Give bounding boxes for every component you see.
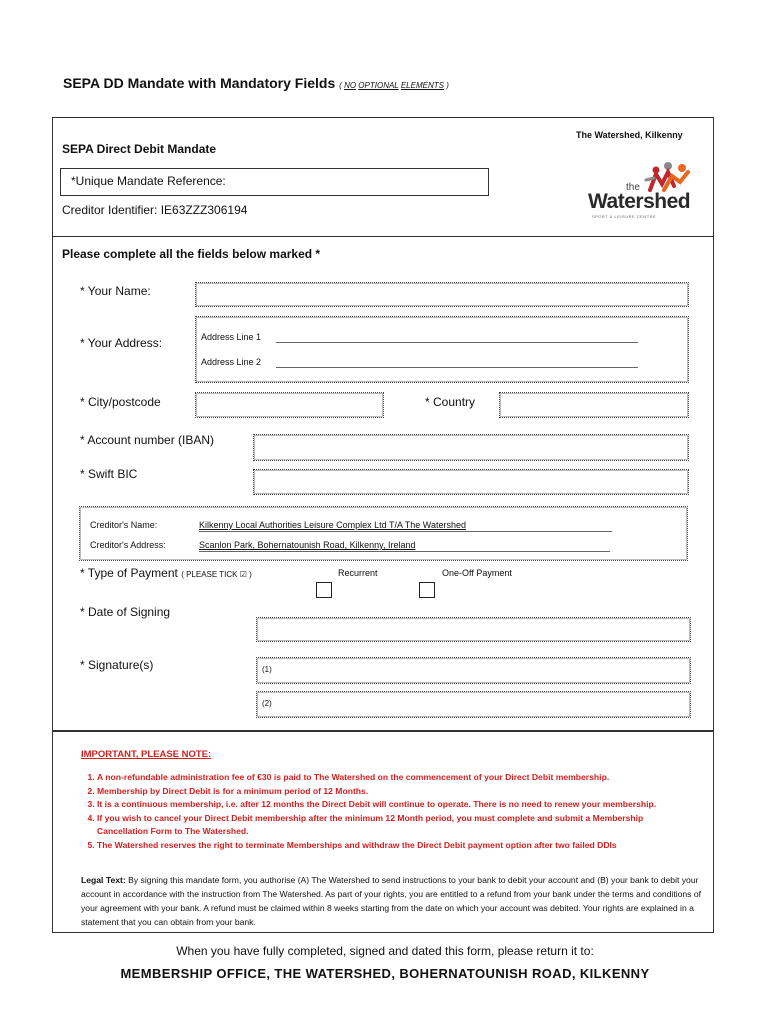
- watershed-logo: [588, 160, 698, 220]
- country-label: * Country: [425, 395, 476, 409]
- logo-small-text: the: [626, 182, 640, 193]
- mandate-heading: SEPA Direct Debit Mandate: [62, 142, 217, 156]
- payment-type-label: * Type of Payment: [80, 566, 178, 580]
- logo-tagline: SPORT & LEISURE CENTRE: [592, 214, 657, 219]
- your-name-input[interactable]: [195, 282, 689, 307]
- please-tick-label: ( PLEASE TICK ☑ ): [181, 570, 252, 579]
- city-label: * City/postcode: [80, 395, 161, 409]
- address-line2-input[interactable]: [276, 356, 638, 368]
- your-address-label: * Your Address:: [80, 336, 163, 350]
- note-item: 3. It is a continuous membership, i.e. after 12 months the Direct Debit will continue to operate. There is no need to renew your membership.: [97, 798, 694, 812]
- return-address: MEMBERSHIP OFFICE, THE WATERSHED, BOHERNATOUNISH ROAD, KILKENNY: [120, 966, 650, 981]
- signature-label: * Signature(s): [80, 658, 154, 672]
- address-line1-label: Address Line 1: [201, 332, 262, 342]
- recurrent-checkbox[interactable]: [316, 582, 332, 598]
- paren-close: ): [446, 81, 449, 90]
- optional-word: OPTIONAL: [358, 81, 399, 90]
- important-heading: IMPORTANT, PLEASE NOTE:: [81, 749, 212, 760]
- title-subtitle: [339, 81, 449, 90]
- sig1-label: (1): [262, 665, 272, 674]
- logo-word: Watershed: [588, 190, 691, 213]
- creditor-address-value: Scanlon Park, Bohernatounish Road, Kilkenny, Ireland: [199, 540, 610, 552]
- form-instruction: Please complete all the fields below marked *: [62, 247, 321, 261]
- city-input[interactable]: [195, 392, 384, 418]
- one-off-label: One-Off Payment: [442, 568, 512, 578]
- no-word: NO: [344, 81, 357, 90]
- paren-open: (: [339, 81, 342, 90]
- notes-box: [52, 731, 714, 933]
- your-name-label: * Your Name:: [80, 284, 151, 298]
- note-item: 4. If you wish to cancel your Direct Debit membership after the minimum 12 Month period, you must complete and submit a Membership Cancellation Form to The Watershed.: [97, 812, 694, 839]
- country-input[interactable]: [499, 392, 689, 418]
- title-main: SEPA DD Mandate with Mandatory Fields: [63, 75, 336, 91]
- unique-ref-field[interactable]: [60, 168, 489, 196]
- creditor-address-label: Creditor's Address:: [90, 540, 166, 550]
- notes-list: [79, 771, 694, 852]
- one-off-checkbox[interactable]: [419, 582, 435, 598]
- address-line2-label: Address Line 2: [201, 357, 262, 367]
- creditor-identifier: Creditor Identifier: IE63ZZZ306194: [62, 203, 248, 217]
- bic-input[interactable]: [253, 469, 689, 495]
- bic-label: * Swift BIC: [80, 467, 138, 481]
- note-item: 1. A non-refundable administration fee of €30 is paid to The Watershed on the commencement of your Direct Debit membership.: [97, 771, 694, 785]
- signature2-input[interactable]: [256, 691, 691, 718]
- return-instruction: When you have fully completed, signed and dated this form, please return it to:: [176, 944, 594, 958]
- iban-input[interactable]: [253, 434, 689, 461]
- header-divider: [52, 236, 714, 237]
- elements-word: ELEMENTS: [400, 81, 444, 90]
- legal-label: Legal Text:: [81, 875, 126, 885]
- note-item: 5. The Watershed reserves the right to terminate Memberships and withdraw the Direct Debit payment option after two failed DDIs: [97, 839, 694, 853]
- iban-label: * Account number (IBAN): [80, 433, 215, 447]
- unique-ref-label: *Unique Mandate Reference:: [71, 174, 226, 188]
- legal-text: By signing this mandate form, you authorise (A) The Watershed to send instructions to your bank to debit your account and (B) your bank to debit your account in accordance with the instruction from The Watershed. As part of your rights, you are entitled to a refund from your bank under the terms and conditions of your agreement with your bank. A refund must be claimed within 8 weeks starting from the date on which your account was debited. Your rights are explained in a statement that you can obtain from your bank.: [81, 875, 702, 927]
- legal-text-block: [81, 873, 703, 929]
- payment-type-row: [80, 566, 252, 580]
- org-name: The Watershed, Kilkenny: [576, 130, 683, 140]
- date-label: * Date of Signing: [80, 605, 171, 619]
- page-title: [63, 75, 449, 91]
- recurrent-label: Recurrent: [338, 568, 378, 578]
- date-input[interactable]: [256, 617, 691, 642]
- sig2-label: (2): [262, 699, 272, 708]
- creditor-name-value: Kilkenny Local Authorities Leisure Complex Ltd T/A The Watershed: [199, 520, 612, 532]
- note-item: 2. Membership by Direct Debit is for a minimum period of 12 Months.: [97, 785, 694, 799]
- address-block: [195, 316, 689, 383]
- creditor-name-label: Creditor's Name:: [90, 520, 158, 530]
- address-line1-input[interactable]: [276, 331, 638, 343]
- creditor-block: [79, 506, 688, 561]
- signature1-input[interactable]: [256, 657, 691, 684]
